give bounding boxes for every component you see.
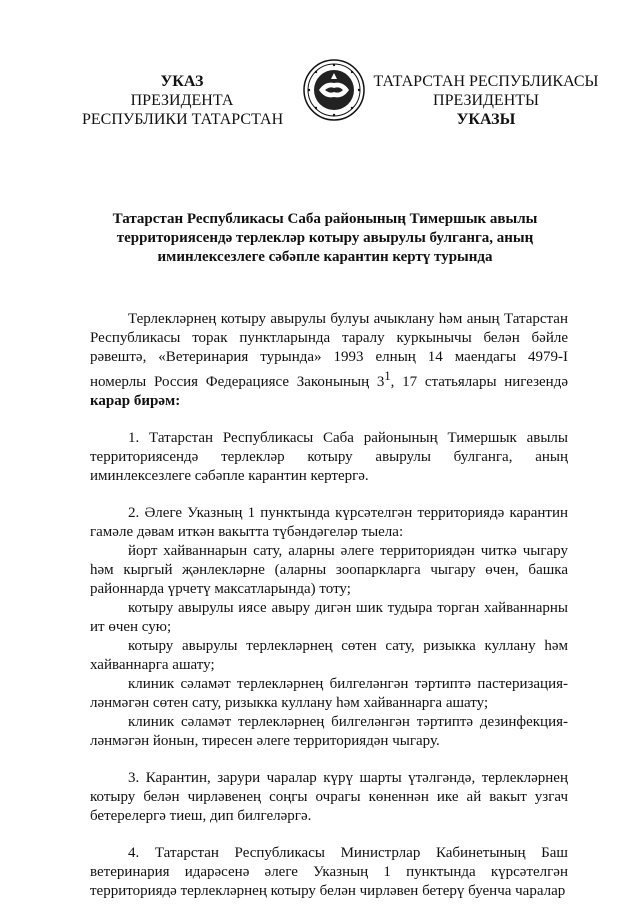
header-right-line-3: УКАЗЫ [456,111,516,128]
tatarstan-emblem-icon [303,59,365,121]
preamble-superscript: 1 [384,369,391,383]
preamble-paragraph [90,310,568,411]
title-line-3: иминлексезлеге сәбәпле карантин кертү турында [157,249,493,265]
header-left-block [82,72,282,129]
item-2-line-3: котыру авырулы терлекләрнең сөтен сату, ризыкка куллану һәм хайваннарга ашату; [90,638,568,673]
header-right-line-1: ТАТАРСТАН РЕСПУБЛИКАСЫ [373,73,599,90]
item-1-paragraph: 1. Татарстан Республикасы Саба районының Тимершык авылы территориясендә терлекләр котыру авырулы булганга, аның иминлексезлеге сәбәпле карантин кертергә. [90,430,568,484]
decree-body [90,310,568,901]
header-left-line-3: РЕСПУБЛИКИ ТАТАРСТАН [82,111,284,128]
header-right-line-2: ПРЕЗИДЕНТЫ [433,92,539,109]
item-2-line-2: котыру авырулы иясе авыру дигән шик тудыра торган хайваннарны ит өчен сую; [90,600,568,635]
header-left-line-2: ПРЕЗИДЕНТА [130,92,234,109]
item-2-line-1: йорт хайваннарын сату, аларны әлеге территориядән читкә чыгару һәм кыргый җәнлекләрне (аларны зоопаркларга чыгару өчен, башка районнарда үрчетү максатларында) тоту; [90,543,568,597]
decree-title [90,210,560,267]
title-line-1: Татарстан Республикасы Саба районының Тимершык авылы [112,211,538,227]
item-3-paragraph: 3. Карантин, зарури чаралар күрү шарты үтәлгәндә, терлекләрнең котыру белән чирләвенең соңгы очрагы көненнән ике ай вакыт узгач бетерелергә тиеш, дип билгеләргә. [90,770,568,824]
title-line-2: территориясендә терлекләр котыру авырулы булганга, аның [116,230,534,246]
preamble-text-2: , 17 статьялары нигезендә [390,374,568,390]
item-2-intro: 2. Әлеге Указның 1 пунктында күрсәтелгән территориядә карантин гамәле дәвам иткән вакытта түбәндәгеләр тыела: [90,505,568,540]
item-2-block [90,504,568,751]
preamble-bold: карар бирәм: [90,393,181,409]
item-2-line-5: клиник сәламәт терлекләрнең билгеләнгән тәртиптә дезинфекция-ләнмәгән йонын, тиресен әлеге территориядән чыгару. [90,714,568,749]
item-2-line-4: клиник сәламәт терлекләрнең билгеләнгән тәртиптә пастеризация-ләнмәгән сөтен сату, ризыкка куллану һәм хайваннарга ашату; [90,676,568,711]
item-4-paragraph: 4. Татарстан Республикасы Министрлар Кабинетының Баш ветеринария идарәсенә әлеге Указның 1 пунктында күрсәтелгән территориядә терлекләрнең котыру белән чирләвен бетерү буенча чаралар [90,845,568,899]
preamble-text: Терлекләрнең котыру авырулы булуы ачыклану һәм аның Татарстан Республикасы торак пунктларында таралу куркынычы белән бәйле рәвештә, «Ветеринария турында» 1993 елның 14 маендагы 4979-I номерлы Россия Федерациясе Законының 3 [90,311,568,390]
header-left-line-1: УКАЗ [160,73,204,90]
header-right-block [370,72,602,129]
